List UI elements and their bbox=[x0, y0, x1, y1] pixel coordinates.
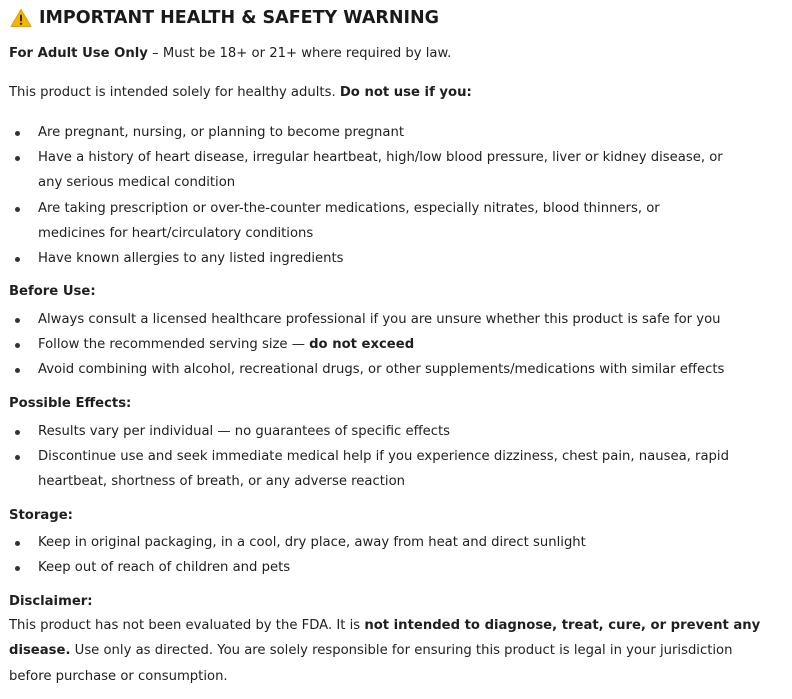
disclaimer-heading: Disclaimer: bbox=[9, 594, 93, 609]
list-item bbox=[0, 307, 721, 332]
disclaimer-emphasis-cont: disease. bbox=[9, 643, 71, 658]
possible-effects-list bbox=[0, 419, 729, 495]
list-item bbox=[0, 530, 718, 555]
bullet-icon bbox=[15, 541, 20, 546]
disclaimer-emphasis: not intended to diagnose, treat, cure, or prevent any bbox=[364, 618, 761, 633]
possible-effects-heading: Possible Effects: bbox=[9, 396, 132, 411]
intro-emphasis: Do not use if you: bbox=[339, 85, 472, 100]
before-use-heading: Before Use: bbox=[9, 284, 96, 299]
list-item bbox=[0, 120, 718, 145]
disclaimer-text-end: before purchase or consumption. bbox=[9, 669, 228, 684]
disclaimer-text: This product has not been evaluated by the FDA. It is bbox=[9, 618, 365, 633]
page-title: IMPORTANT HEALTH & SAFETY WARNING bbox=[39, 8, 440, 28]
list-item-text-cont: medicines for heart/circulatory conditions bbox=[38, 225, 314, 241]
adult-use-line bbox=[9, 41, 451, 67]
bullet-icon bbox=[15, 430, 20, 435]
intro-line bbox=[9, 80, 472, 106]
list-item bbox=[0, 555, 718, 580]
list-item-text-cont: heartbeat, shortness of breath, or any adverse reaction bbox=[38, 474, 405, 490]
list-item bbox=[0, 419, 718, 444]
disclaimer-line-3 bbox=[9, 664, 228, 690]
list-item-text: Always consult a licensed healthcare professional if you are unsure whether this product is safe for you bbox=[38, 312, 721, 327]
list-item-emphasis: do not exceed bbox=[309, 337, 415, 353]
list-item bbox=[0, 332, 718, 357]
disclaimer-line-1 bbox=[9, 613, 760, 639]
bullet-icon bbox=[15, 207, 20, 212]
list-item-text: Keep out of reach of children and pets bbox=[38, 560, 291, 576]
intro-text: This product is intended solely for healthy adults. bbox=[9, 85, 340, 100]
bullet-icon bbox=[15, 368, 20, 373]
list-item-text: Follow the recommended serving size — bbox=[38, 337, 310, 353]
adult-use-text: – Must be 18+ or 21+ where required by law. bbox=[147, 46, 452, 61]
list-item bbox=[0, 246, 718, 271]
bullet-icon bbox=[15, 455, 20, 460]
bullet-icon bbox=[15, 131, 20, 136]
list-item-text: Avoid combining with alcohol, recreational drugs, or other supplements/medications with similar effects bbox=[38, 362, 725, 378]
bullet-icon bbox=[15, 318, 20, 323]
bullet-icon bbox=[15, 566, 20, 571]
list-item bbox=[0, 357, 725, 382]
before-use-list bbox=[0, 307, 725, 383]
list-item-text: Results vary per individual — no guarantees of specific effects bbox=[38, 424, 451, 439]
storage-heading: Storage: bbox=[9, 508, 73, 523]
list-item-text: Keep in original packaging, in a cool, dry place, away from heat and direct sunlight bbox=[38, 535, 586, 550]
list-item bbox=[0, 145, 723, 195]
list-item-text: Are taking prescription or over-the-counter medications, especially nitrates, blood thinners, or bbox=[38, 200, 660, 216]
list-item bbox=[0, 196, 718, 246]
bullet-icon bbox=[15, 257, 20, 262]
bullet-icon bbox=[15, 156, 20, 161]
storage-list bbox=[0, 530, 718, 580]
adult-use-label: For Adult Use Only bbox=[9, 46, 148, 61]
list-item-text: Discontinue use and seek immediate medical help if you experience dizziness, chest pain, nausea, rapid bbox=[38, 449, 729, 465]
bullet-icon bbox=[15, 343, 20, 348]
list-item-text-cont: any serious medical condition bbox=[38, 175, 236, 191]
list-item-text: Are pregnant, nursing, or planning to become pregnant bbox=[38, 125, 405, 140]
disclaimer-line-2 bbox=[9, 638, 733, 664]
disclaimer-text-cont: Use only as directed. You are solely responsible for ensuring this product is legal in your jurisdiction bbox=[70, 643, 733, 658]
list-item-text: Have known allergies to any listed ingredients bbox=[38, 251, 344, 267]
title-row bbox=[10, 8, 439, 28]
warning-triangle-icon bbox=[10, 8, 32, 28]
list-item-text: Have a history of heart disease, irregular heartbeat, high/low blood pressure, liver or kidney disease, or bbox=[38, 150, 723, 166]
list-item bbox=[0, 444, 729, 494]
do-not-use-list bbox=[0, 120, 723, 271]
